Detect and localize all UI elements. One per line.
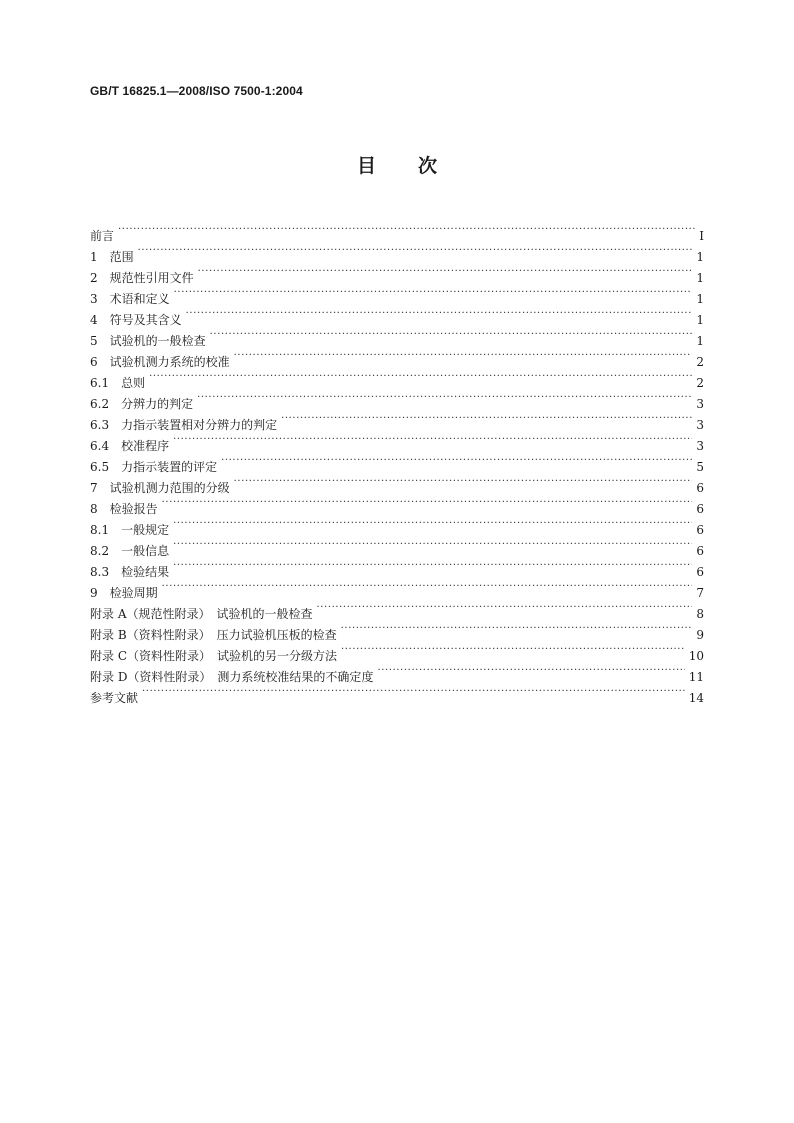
toc-entry-title: 6.3 力指示装置相对分辨力的判定 (90, 418, 278, 432)
toc-leader-dots (281, 408, 692, 429)
toc-entry-annex-a[interactable] (90, 597, 704, 621)
toc-entry-foreword[interactable] (90, 219, 704, 243)
toc-entry-title: 附录 A（规范性附录） 试验机的一般检查 (90, 607, 313, 621)
toc-entry-title: 6 试验机测力系统的校准 (90, 355, 230, 369)
toc-entry-6-4[interactable] (90, 429, 704, 453)
toc-leader-dots (316, 597, 692, 618)
toc-leader-dots (174, 282, 693, 303)
toc-leader-dots (138, 240, 693, 261)
toc-page-number: 3 (696, 439, 704, 453)
toc-entry-8[interactable] (90, 492, 704, 516)
toc-leader-dots (149, 366, 692, 387)
toc-leader-dots (197, 387, 692, 408)
toc-entry-title: 附录 D（资料性附录） 测力系统校准结果的不确定度 (90, 670, 374, 684)
toc-page-number: 6 (696, 481, 704, 495)
toc-page-number: 6 (696, 523, 704, 537)
toc-entry-8-3[interactable] (90, 555, 704, 579)
toc-page-number: 6 (696, 502, 704, 516)
toc-leader-dots (377, 660, 684, 681)
toc-page-number: 9 (696, 628, 704, 642)
toc-leader-dots (221, 450, 692, 471)
toc-entry-title: 3 术语和定义 (90, 292, 170, 306)
toc-leader-dots (173, 534, 692, 555)
toc-entry-title: 1 范围 (90, 250, 134, 264)
toc-entry-title: 6.5 力指示装置的评定 (90, 460, 218, 474)
standard-number-header: GB/T 16825.1—2008/ISO 7500-1:2004 (90, 84, 303, 98)
toc-page-number: 3 (696, 397, 704, 411)
toc-entry-title: 8.3 检验结果 (90, 565, 170, 579)
toc-page-number: 1 (696, 292, 704, 306)
toc-page-number: 1 (696, 334, 704, 348)
toc-leader-dots (341, 618, 693, 639)
toc-page-number: 8 (696, 607, 704, 621)
toc-page-number: 2 (696, 355, 704, 369)
toc-entry-6-1[interactable] (90, 366, 704, 390)
toc-entry-6-2[interactable] (90, 387, 704, 411)
toc-entry-title: 2 规范性引用文件 (90, 271, 194, 285)
toc-entry-title: 附录 C（资料性附录） 试验机的另一分级方法 (90, 649, 337, 663)
toc-page-number: 6 (696, 544, 704, 558)
toc-leader-dots (118, 219, 695, 240)
toc-leader-dots (173, 555, 692, 576)
toc-entry-3[interactable] (90, 282, 704, 306)
toc-entry-1[interactable] (90, 240, 704, 264)
toc-page-number: 10 (688, 649, 704, 663)
toc-entry-2[interactable] (90, 261, 704, 285)
toc-page-number: 7 (696, 586, 704, 600)
toc-leader-dots (142, 681, 685, 702)
toc-page-number: 5 (696, 460, 704, 474)
toc-entry-6-5[interactable] (90, 450, 704, 474)
toc-entry-9[interactable] (90, 576, 704, 600)
toc-page-number: 1 (696, 313, 704, 327)
toc-entry-title: 6.1 总则 (90, 376, 146, 390)
toc-entry-title: 6.2 分辨力的判定 (90, 397, 194, 411)
toc-entry-title: 参考文献 (90, 691, 139, 705)
toc-entry-title: 7 试验机测力范围的分级 (90, 481, 230, 495)
toc-page-number: 3 (696, 418, 704, 432)
toc-leader-dots (341, 639, 685, 660)
toc-page-number: 6 (696, 565, 704, 579)
toc-entry-title: 6.4 校准程序 (90, 439, 170, 453)
toc-leader-dots (173, 513, 692, 534)
toc-leader-dots (198, 261, 693, 282)
page-title: 目次 (356, 155, 479, 177)
toc-page-number: 2 (696, 376, 704, 390)
toc-entry-title: 8.1 一般规定 (90, 523, 170, 537)
toc-leader-dots (186, 303, 693, 324)
toc-entry-title: 附录 B（资料性附录） 压力试验机压板的检查 (90, 628, 337, 642)
toc-entry-title: 4 符号及其含义 (90, 313, 182, 327)
toc-page-number: 11 (688, 670, 704, 684)
toc-entry-bibliography[interactable] (90, 681, 704, 705)
toc-page-number: I (699, 229, 704, 243)
toc-leader-dots (234, 345, 693, 366)
toc-entry-title: 前言 (90, 229, 115, 243)
toc-entry-8-1[interactable] (90, 513, 704, 537)
toc-entry-title: 8.2 一般信息 (90, 544, 170, 558)
toc-entry-4[interactable] (90, 303, 704, 327)
toc-entry-title: 9 检验周期 (90, 586, 158, 600)
toc-leader-dots (234, 471, 693, 492)
toc-page-number: 1 (696, 271, 704, 285)
toc-entry-title: 5 试验机的一般检查 (90, 334, 206, 348)
toc-page-number: 1 (696, 250, 704, 264)
toc-leader-dots (210, 324, 693, 345)
toc-entry-title: 8 检验报告 (90, 502, 158, 516)
toc-entry-8-2[interactable] (90, 534, 704, 558)
toc-leader-dots (162, 576, 693, 597)
toc-leader-dots (173, 429, 692, 450)
toc-leader-dots (162, 492, 693, 513)
table-of-contents (90, 219, 704, 705)
toc-page-number: 14 (688, 691, 704, 705)
